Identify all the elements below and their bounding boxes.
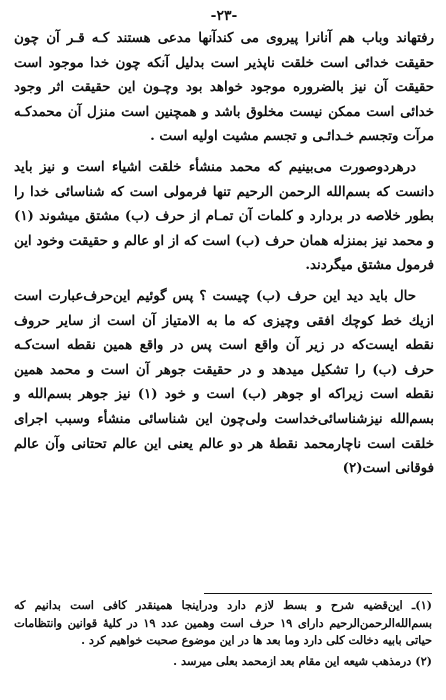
footnotes (14, 597, 432, 670)
paragraph-3: حال باید دید این حرف (ب) چیست ؟ پس گوئیم این‌حرف‌عبارت است ازیك خط كوچك افقی وچیزی كه ما به الامتیاز آن است از سایر حروف نقطه ایست‌كه در زیر آن واقع است پس در واقع همین نقطه است‌كـه حرف (ب) را تشكیل میدهد و در حقیقت جوهر آن است و محمد همین نقطه است زیراكه او جوهر (ب) است و خود (١) نیز جوهر بسم‌الله و بسم‌الله نیز‌شناسائی‌خداست و‌لی‌چون این شناسائی منشأء وسبب اجرای خلقت است ناچارمحمد نقطهٔ هر دو عالم یعنی این عالم تحتانی وآن عالم فوقانی است(٢) (14, 287, 434, 477)
paragraph-2: درهردوصورت می‌بینیم که محمد منشأء خلقت اشیاء است و نیز باید دانست که بسم‌الله الرحمن الرحیم تنها فرمولی است که شناسائی خدا را بطور خلاصه در بردارد و کلمات آن تمـام از حرف (ب) مشتق میشوند (١) و محمد نیز بمنزله همان حرف (ب) است که از او عالم و حقیقت وخود این فرمول مشتق میگردند. (14, 158, 434, 274)
footnote-1: (١)ـ این‌قضیه شرح و بسط لازم دارد ودراینجا همینقدر كافی است بدانیم كه بسم‌الله‌الرحمن‌الرحیم دارای ١٩ حرف است وهمین عدد ١٩ در كلیهٔ قوانین وانتظامات حیاتی بابیه دخالت كلی دارد وما بعد ها در این موضوع صحبت خواهیم كرد . (14, 598, 432, 648)
page-number: -٢٣- (210, 8, 238, 24)
footnote-divider (204, 593, 432, 594)
footnote-2: (٢) درمذهب شیعه این مقام بعد ازمحمد بعلی میرسد . (173, 653, 432, 668)
main-text (14, 26, 434, 481)
paragraph-1: رفتهاند وباب هم آنانرا پیروی می کندآنها مدعی هستند کـه قـر آن چون حقیقت خدائی است خلقت ناپذیر است بدلیل آنکه چون خدا موجود است حقیقت آن نیز بالضروره موجود خواهد بود وچـون این حقیقت اثر وجود خدائی است ممکن نیست مخلوق باشد و همچنین است منزل آن محمدکـه مرآت وتجسم خـدائـی و تجسم مشیت اولیه است . (14, 30, 434, 145)
